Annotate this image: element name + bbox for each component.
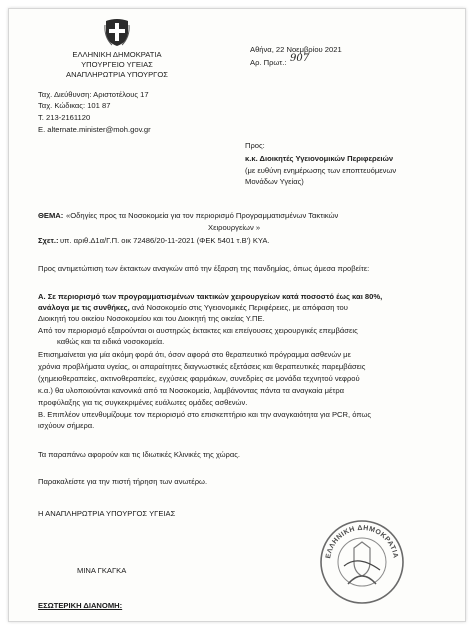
email-line: E. alternate.minister@moh.gov.gr [38, 125, 151, 134]
protocol-label: Αρ. Πρωτ.: [250, 58, 287, 67]
subject-label: ΘΕΜΑ: [38, 211, 64, 220]
point-b-line-2: ισχύουν σήμερα. [38, 421, 95, 430]
document-date: Αθήνα, 22 Νοεμβρίου 2021 [250, 45, 342, 54]
closing-line: Παρακαλείστε για την πιστή τήρηση των ανωτέρω. [38, 477, 208, 486]
subject-text-1: «Οδηγίες προς τα Νοσοκομεία για τον περιορισμό Προγραμματισμένων Τακτικών [66, 211, 339, 220]
point-a-line-4: Από τον περιορισμό εξαιρούνται οι αυστηρώς έκτακτες και επείγουσες χειρουργικές επεμβάσεις [38, 326, 358, 335]
subject-text-2: Χειρουργείων » [208, 223, 261, 232]
point-a-line-8: (χημειοθεραπείες, ακτινοθεραπείες, εγχύσεις φαρμάκων, συνεδρίες σε μονάδα τεχνητού νεφρού [38, 374, 360, 383]
reference-label: Σχετ.: [38, 236, 59, 245]
point-a-bold-line-1: Α. Σε περιορισμό των προγραμματισμένων τακτικών χειρουργείων κατά ποσοστό έως και 80%, [38, 292, 383, 301]
org-line-3: ΑΝΑΠΛΗΡΩΤΡΙΑ ΥΠΟΥΡΓΟΣ [66, 70, 168, 79]
point-a-line-7: χρόνια προβλήματα υγείας, οι απαραίτητες διαγνωστικές εξετάσεις και θεραπευτικές παρεμβάσεις [38, 362, 366, 371]
point-a-line-6: Επισημαίνεται για μία ακόμη φορά ότι, όσον αφορά στο θεραπευτικό πρόγραμμα ασθενών με [38, 350, 351, 359]
org-line-1: ΕΛΛΗΝΙΚΗ ΔΗΜΟΚΡΑΤΙΑ [72, 50, 162, 59]
stamp-text: ΕΛΛΗΝΙΚΗ ΔΗΜΟΚΡΑΤΙΑ [325, 524, 399, 560]
official-stamp [318, 518, 406, 606]
reference-text: υπ. αριθ.Δ1α/Γ.Π. οικ 72486/20-11-2021 (ΦΕΚ 5401 τ.Β') ΚΥΑ. [60, 236, 270, 245]
org-line-2: ΥΠΟΥΡΓΕΙΟ ΥΓΕΙΑΣ [81, 60, 153, 69]
intro-paragraph: Προς αντιμετώπιση των έκτακτων αναγκών από την έξαρση της πανδημίας, όπως άμεσα προβείτε: [38, 264, 370, 273]
signatory-name: ΜΙΝΑ ΓΚΑΓΚΑ [77, 566, 127, 575]
point-a-line-3: Διοικητή του οικείου Νοσοκομείου και του Διοικητή της οικείας Υ.ΠΕ. [38, 314, 265, 323]
coat-of-arms-icon [104, 17, 130, 47]
point-a-line-10: προφύλαξης για τις συγκεκριμένες ευάλωτες ομάδες ασθενών. [38, 398, 248, 407]
point-a-line-2 [38, 303, 348, 313]
private-clinics-note: Τα παραπάνω αφορούν και τις Ιδιωτικές Κλινικές της χώρας. [38, 450, 241, 459]
point-a-line-9: κ.α.) θα υλοποιούνται κανονικά από τα Νοσοκομεία, λαμβάνοντας πάντα τα αναγκαία μέτρα [38, 386, 345, 395]
recipient-label: Προς: [245, 141, 265, 150]
signatory-title: Η ΑΝΑΠΛΗΡΩΤΡΙΑ ΥΠΟΥΡΓΟΣ ΥΓΕΙΑΣ [38, 509, 176, 518]
point-a-rest-line-2: ανά Νοσοκομείο στις Υγειονομικές Περιφέρειες, με απόφαση του [129, 303, 348, 312]
address-line: Ταχ. Διεύθυνση: Αριστοτέλους 17 [38, 90, 149, 99]
internal-distribution-label: ΕΣΩΤΕΡΙΚΗ ΔΙΑΝΟΜΗ: [38, 601, 123, 610]
point-b-line-1: Β. Επιπλέον υπενθυμίζουμε τον περιορισμό στο επισκεπτήριο και την αναγκαιότητα για PCR, όπως [38, 410, 372, 419]
protocol-number: 907 [290, 53, 310, 64]
recipient-note-2: Μονάδων Υγείας) [245, 177, 304, 186]
postcode-line: Ταχ. Κώδικας: 101 87 [38, 101, 111, 110]
point-a-line-5: καθώς και τα ειδικά νοσοκομεία. [57, 337, 165, 346]
phone-line: Τ. 213-2161120 [38, 113, 91, 122]
recipient-note-1: (με ευθύνη ενημέρωσης των εποπτευόμενων [245, 166, 397, 175]
recipient-line: κ.κ. Διοικητές Υγειονομικών Περιφερειών [245, 154, 394, 163]
point-a-bold-line-2: ανάλογα με τις συνθήκες, [38, 303, 130, 312]
